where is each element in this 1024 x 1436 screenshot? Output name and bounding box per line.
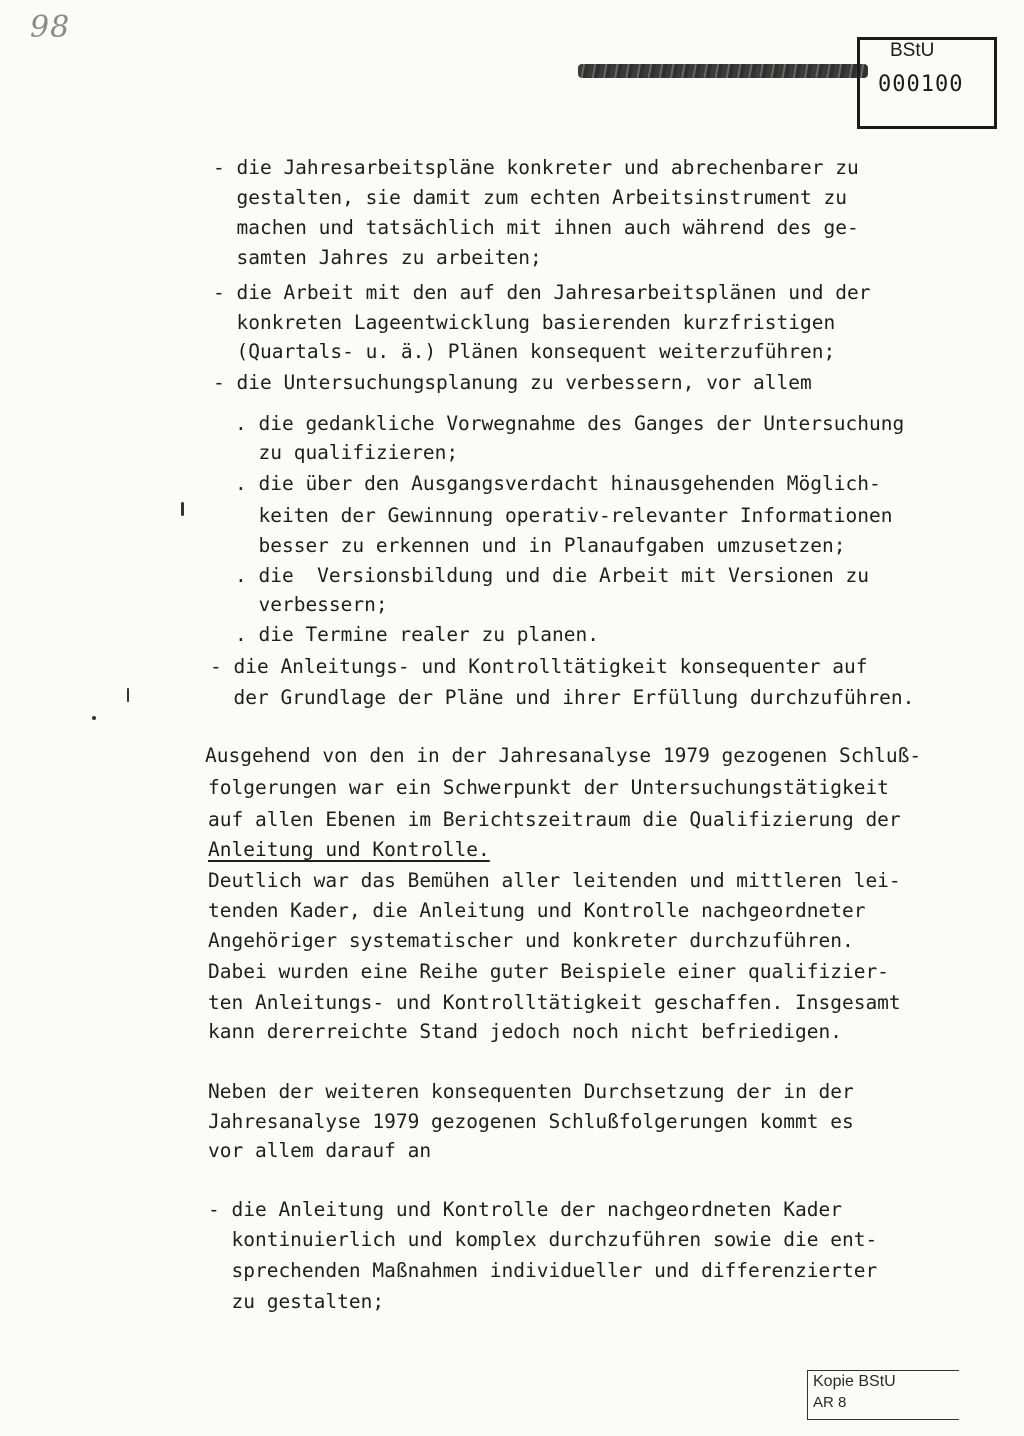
text-line: kontinuierlich und komplex durchzuführen sowie die ent-	[208, 1228, 878, 1251]
text-line: der Grundlage der Pläne und ihrer Erfüllung durchzuführen.	[210, 686, 915, 709]
text-line: keiten der Gewinnung operativ-relevanter Informationen	[235, 504, 893, 527]
text-line: zu gestalten;	[208, 1290, 385, 1313]
text-line: folgerungen war ein Schwerpunkt der Untersuchungstätigkeit	[208, 776, 889, 799]
text-line: Deutlich war das Bemühen aller leitenden und mittleren lei-	[208, 869, 901, 892]
text-line: - die Anleitungs- und Kontrolltätigkeit konsequenter auf	[210, 655, 868, 678]
text-line: Dabei wurden eine Reihe guter Beispiele einer qualifizier-	[208, 960, 889, 983]
text-line: . die Versionsbildung und die Arbeit mit Versionen zu	[235, 564, 869, 587]
text-line: tenden Kader, die Anleitung und Kontrolle nachgeordneter	[208, 899, 866, 922]
text-line: . die gedankliche Vorwegnahme des Ganges der Untersuchung	[235, 412, 905, 435]
text-line: Angehöriger systematischer und konkreter durchzuführen.	[208, 929, 854, 952]
underlined-heading: Anleitung und Kontrolle.	[208, 838, 490, 861]
text-line: vor allem darauf an	[208, 1139, 432, 1162]
copy-stamp-ref: AR 8	[813, 1394, 847, 1411]
text-line: konkreten Lageentwicklung basierenden kurzfristigen	[213, 311, 836, 334]
handwritten-page-number: 98	[30, 10, 71, 45]
bstu-stamp-label: BStU	[890, 40, 935, 61]
text-line: - die Anleitung und Kontrolle der nachgeordneten Kader	[208, 1198, 842, 1221]
text-line: . die Termine realer zu planen.	[235, 623, 599, 646]
text-line: . die über den Ausgangsverdacht hinausgehenden Möglich-	[235, 472, 881, 495]
text-line: sprechenden Maßnahmen individueller und differenzierter	[208, 1259, 878, 1282]
text-line: zu qualifizieren;	[235, 441, 459, 464]
text-line: gestalten, sie damit zum echten Arbeitsinstrument zu	[213, 186, 847, 209]
bstu-stamp-number: 000100	[878, 72, 964, 97]
text-line: kann dererreichte Stand jedoch noch nicht befriedigen.	[208, 1020, 842, 1043]
text-line: (Quartals- u. ä.) Plänen konsequent weiterzuführen;	[213, 340, 836, 363]
text-line: samten Jahres zu arbeiten;	[213, 246, 542, 269]
text-line: Neben der weiteren konsequenten Durchsetzung der in der	[208, 1080, 854, 1103]
text-line: - die Jahresarbeitspläne konkreter und abrechenbarer zu	[213, 156, 859, 179]
margin-mark	[127, 688, 129, 702]
redaction-bar	[578, 64, 868, 78]
text-line: Jahresanalyse 1979 gezogenen Schlußfolgerungen kommt es	[208, 1110, 854, 1133]
text-line: - die Untersuchungsplanung zu verbessern, vor allem	[213, 371, 812, 394]
text-line: verbessern;	[235, 593, 388, 616]
text-line: Ausgehend von den in der Jahresanalyse 1979 gezogenen Schluß-	[205, 744, 922, 767]
text-line: auf allen Ebenen im Berichtszeitraum die Qualifizierung der	[208, 808, 901, 831]
text-line: ten Anleitungs- und Kontrolltätigkeit geschaffen. Insgesamt	[208, 991, 901, 1014]
text-line: machen und tatsächlich mit ihnen auch während des ge-	[213, 216, 859, 239]
text-line: besser zu erkennen und in Planaufgaben umzusetzen;	[235, 534, 846, 557]
text-line: - die Arbeit mit den auf den Jahresarbeitsplänen und der	[213, 281, 871, 304]
copy-stamp-label: Kopie BStU	[813, 1373, 896, 1390]
margin-mark	[181, 502, 184, 516]
margin-dot	[92, 716, 96, 720]
